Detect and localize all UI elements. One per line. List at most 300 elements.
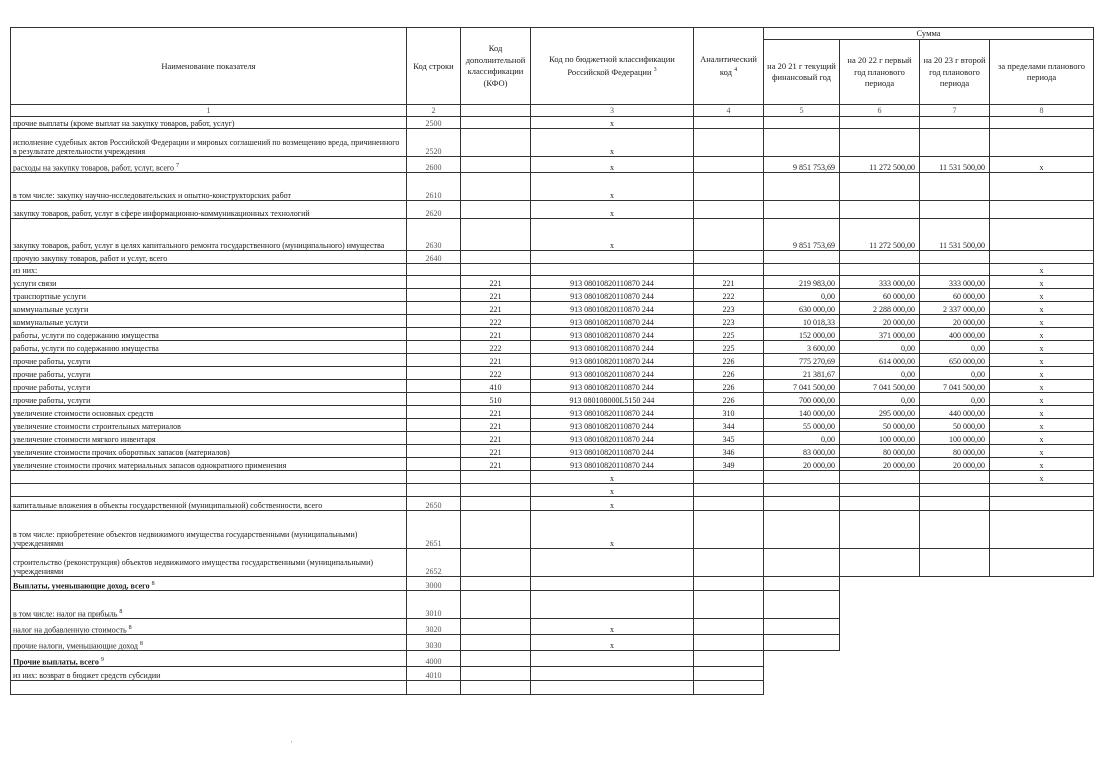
row-sum-current: 219 983,00 — [764, 276, 840, 289]
row-code — [407, 432, 461, 445]
row-sum-plan2: 0,00 — [920, 341, 990, 354]
row-kfo: 221 — [461, 432, 531, 445]
row-name-text: увеличение стоимости строительных материалов — [13, 422, 181, 432]
row-analytic-code — [694, 619, 764, 635]
row-analytic-code: 225 — [694, 341, 764, 354]
row-sum-beyond: x — [990, 276, 1094, 289]
table-row — [11, 458, 1094, 471]
row-kbk — [531, 251, 694, 264]
row-kbk: x — [531, 497, 694, 511]
header-kbk-note: 3 — [653, 66, 657, 73]
row-kfo — [461, 577, 531, 591]
row-name — [11, 432, 407, 445]
row-kfo: 221 — [461, 354, 531, 367]
footnote-mark: 8 — [119, 608, 123, 615]
row-sum-current: 700 000,00 — [764, 393, 840, 406]
table-row — [11, 289, 1094, 302]
row-kbk: 913 08010820110870 244 — [531, 432, 694, 445]
row-sum-plan2 — [920, 129, 990, 157]
row-kbk — [531, 591, 694, 619]
row-sum-beyond — [990, 201, 1094, 219]
row-kfo: 221 — [461, 302, 531, 315]
row-sum-current — [764, 549, 840, 577]
row-sum-plan1: 11 272 500,00 — [840, 157, 920, 173]
row-analytic-code: 226 — [694, 367, 764, 380]
row-code — [407, 445, 461, 458]
row-name — [11, 328, 407, 341]
row-sum-plan2 — [920, 549, 990, 577]
row-name — [11, 117, 407, 129]
row-code: 4000 — [407, 651, 461, 667]
row-code: 4010 — [407, 667, 461, 681]
row-kfo — [461, 549, 531, 577]
row-name-text: прочие налоги, уменьшающие доход — [13, 641, 138, 651]
row-sum-beyond — [990, 219, 1094, 251]
row-kbk: x — [531, 201, 694, 219]
row-kbk — [531, 651, 694, 667]
row-name — [11, 549, 407, 577]
row-analytic-code: 345 — [694, 432, 764, 445]
row-sum-plan1 — [840, 497, 920, 511]
row-code: 3030 — [407, 635, 461, 651]
row-analytic-code — [694, 667, 764, 681]
row-analytic-code: 226 — [694, 380, 764, 393]
row-sum-beyond — [990, 549, 1094, 577]
table-row — [11, 651, 1094, 667]
row-kbk: x — [531, 471, 694, 484]
table-row — [11, 219, 1094, 251]
row-name — [11, 289, 407, 302]
row-kbk: 913 08010820110870 244 — [531, 354, 694, 367]
row-name-text: закупку товаров, работ, услуг в сфере информационно-коммуникационных технологий — [13, 209, 310, 219]
row-analytic-code: 226 — [694, 393, 764, 406]
row-sum-plan2: 400 000,00 — [920, 328, 990, 341]
row-code: 2600 — [407, 157, 461, 173]
row-kfo: 221 — [461, 419, 531, 432]
row-kbk: 913 08010820110870 244 — [531, 367, 694, 380]
table-row — [11, 471, 1094, 484]
row-kfo: 410 — [461, 380, 531, 393]
header-analytic-text: Аналитический код — [700, 54, 757, 77]
colnum: 8 — [990, 105, 1094, 117]
row-sum-plan2: 333 000,00 — [920, 276, 990, 289]
row-sum-current: 7 041 500,00 — [764, 380, 840, 393]
row-code — [407, 367, 461, 380]
row-kbk — [531, 577, 694, 591]
row-sum-beyond — [990, 484, 1094, 497]
table-row — [11, 393, 1094, 406]
row-analytic-code — [694, 219, 764, 251]
table-row — [11, 315, 1094, 328]
row-sum-plan1: 333 000,00 — [840, 276, 920, 289]
header-code: Код строки — [407, 28, 461, 105]
row-sum-beyond: x — [990, 432, 1094, 445]
row-name — [11, 458, 407, 471]
header-kbk — [531, 28, 694, 105]
row-code — [407, 380, 461, 393]
table-row — [11, 341, 1094, 354]
table-row — [11, 302, 1094, 315]
row-sum-current: 21 381,67 — [764, 367, 840, 380]
table-row — [11, 445, 1094, 458]
row-kbk: 913 08010820110870 244 — [531, 419, 694, 432]
row-kbk — [531, 667, 694, 681]
row-name — [11, 315, 407, 328]
row-sum-plan2: 80 000,00 — [920, 445, 990, 458]
row-sum-plan1: 0,00 — [840, 341, 920, 354]
colnum: 7 — [920, 105, 990, 117]
row-sum-beyond: x — [990, 393, 1094, 406]
header-kfo: Код дополнительной классификации (КФО) — [461, 28, 531, 105]
footnote-mark: 9 — [100, 656, 104, 663]
row-sum-current — [764, 129, 840, 157]
row-kbk: x — [531, 635, 694, 651]
row-sum-current: 630 000,00 — [764, 302, 840, 315]
row-sum-plan1: 100 000,00 — [840, 432, 920, 445]
row-code — [407, 458, 461, 471]
row-sum-beyond: x — [990, 341, 1094, 354]
financial-plan-table — [10, 27, 1094, 695]
row-code — [407, 328, 461, 341]
row-kfo — [461, 173, 531, 201]
header-kbk-text: Код по бюджетной классификации Российской Федерации — [549, 54, 675, 77]
row-kbk: x — [531, 173, 694, 201]
row-sum-current: 0,00 — [764, 289, 840, 302]
row-sum-current: 55 000,00 — [764, 419, 840, 432]
row-sum-plan1 — [840, 201, 920, 219]
row-kbk: x — [531, 157, 694, 173]
header-sum: Сумма — [764, 28, 1094, 40]
row-name — [11, 380, 407, 393]
row-sum-plan1 — [840, 264, 920, 276]
row-analytic-code: 346 — [694, 445, 764, 458]
row-name-text: увеличение стоимости прочих материальных запасов однократного применения — [13, 461, 287, 471]
row-kfo — [461, 157, 531, 173]
row-analytic-code — [694, 251, 764, 264]
row-name — [11, 201, 407, 219]
row-analytic-code — [694, 264, 764, 276]
table-row — [11, 276, 1094, 289]
row-analytic-code — [694, 681, 764, 695]
row-name — [11, 511, 407, 549]
row-sum-current: 775 270,69 — [764, 354, 840, 367]
row-sum-plan1: 295 000,00 — [840, 406, 920, 419]
row-sum-beyond: x — [990, 354, 1094, 367]
row-kfo — [461, 201, 531, 219]
row-name — [11, 157, 407, 173]
row-sum-current: 83 000,00 — [764, 445, 840, 458]
row-kbk: 913 08010820110870 244 — [531, 289, 694, 302]
row-sum-beyond — [990, 117, 1094, 129]
row-sum-plan1: 50 000,00 — [840, 419, 920, 432]
row-name — [11, 173, 407, 201]
row-kfo: 222 — [461, 367, 531, 380]
row-kfo — [461, 219, 531, 251]
row-sum-current — [764, 577, 840, 591]
row-analytic-code: 344 — [694, 419, 764, 432]
row-sum-plan1: 11 272 500,00 — [840, 219, 920, 251]
row-kbk: 913 08010820110870 244 — [531, 276, 694, 289]
row-code: 2652 — [407, 549, 461, 577]
row-kfo — [461, 471, 531, 484]
row-kfo: 222 — [461, 341, 531, 354]
row-sum-plan1: 0,00 — [840, 367, 920, 380]
row-kbk: 913 08010820110870 244 — [531, 445, 694, 458]
row-sum-plan2: 20 000,00 — [920, 458, 990, 471]
table-row — [11, 129, 1094, 157]
row-sum-beyond: x — [990, 302, 1094, 315]
header-analytic — [694, 28, 764, 105]
blank-area — [840, 635, 1094, 651]
row-code — [407, 341, 461, 354]
row-kfo — [461, 635, 531, 651]
row-name — [11, 667, 407, 681]
row-sum-current: 3 600,00 — [764, 341, 840, 354]
row-analytic-code — [694, 484, 764, 497]
row-name-text: работы, услуги по содержанию имущества — [13, 331, 159, 341]
table-row — [11, 681, 1094, 695]
row-analytic-code: 223 — [694, 315, 764, 328]
blank-area — [840, 591, 1094, 619]
table-row — [11, 577, 1094, 591]
row-sum-plan2 — [920, 201, 990, 219]
row-code: 3000 — [407, 577, 461, 591]
row-name-text: прочие работы, услуги — [13, 396, 91, 406]
row-sum-current: 140 000,00 — [764, 406, 840, 419]
table-row — [11, 367, 1094, 380]
row-sum-current — [764, 264, 840, 276]
row-name-text: коммунальные услуги — [13, 305, 89, 315]
row-name-text: транспортные услуги — [13, 292, 86, 302]
row-analytic-code — [694, 577, 764, 591]
row-sum-plan2: 0,00 — [920, 367, 990, 380]
row-name — [11, 484, 407, 497]
row-code — [407, 484, 461, 497]
row-kbk: 913 08010820110870 244 — [531, 315, 694, 328]
row-kfo — [461, 511, 531, 549]
row-kfo: 510 — [461, 393, 531, 406]
row-kfo: 221 — [461, 458, 531, 471]
row-sum-beyond: x — [990, 367, 1094, 380]
row-sum-beyond: x — [990, 315, 1094, 328]
row-sum-current — [764, 117, 840, 129]
colnum: 4 — [694, 105, 764, 117]
table-row — [11, 432, 1094, 445]
row-kbk: 913 08010820110870 244 — [531, 458, 694, 471]
row-name — [11, 419, 407, 432]
row-name — [11, 393, 407, 406]
row-name-text: Выплаты, уменьшающие доход, всего — [13, 581, 150, 591]
row-sum-plan2 — [920, 484, 990, 497]
row-code — [407, 406, 461, 419]
row-analytic-code — [694, 129, 764, 157]
row-name-text: прочие работы, услуги — [13, 370, 91, 380]
row-sum-beyond: x — [990, 380, 1094, 393]
row-sum-plan1 — [840, 117, 920, 129]
row-name — [11, 406, 407, 419]
row-sum-plan2: 11 531 500,00 — [920, 157, 990, 173]
colnum: 3 — [531, 105, 694, 117]
row-analytic-code — [694, 591, 764, 619]
row-name — [11, 264, 407, 276]
table-row — [11, 328, 1094, 341]
row-sum-plan1 — [840, 173, 920, 201]
row-name-text: в том числе: приобретение объектов недвижимого имущества государственными (муниципальными) учреждениями — [13, 530, 358, 549]
row-kfo: 221 — [461, 328, 531, 341]
header-analytic-note: 4 — [734, 66, 738, 73]
row-name-text: увеличение стоимости мягкого инвентаря — [13, 435, 156, 445]
row-sum-plan2: 7 041 500,00 — [920, 380, 990, 393]
row-sum-plan1: 7 041 500,00 — [840, 380, 920, 393]
row-kfo — [461, 651, 531, 667]
row-name-text: коммунальные услуги — [13, 318, 89, 328]
row-code: 2520 — [407, 129, 461, 157]
row-sum-current — [764, 619, 840, 635]
row-sum-beyond — [990, 497, 1094, 511]
row-sum-plan1 — [840, 471, 920, 484]
row-sum-current: 9 851 753,69 — [764, 157, 840, 173]
row-name — [11, 619, 407, 635]
row-sum-plan1 — [840, 484, 920, 497]
row-kfo — [461, 484, 531, 497]
row-name-text: из них: возврат в бюджет средств субсидии — [13, 671, 161, 681]
table-row — [11, 667, 1094, 681]
table-row — [11, 619, 1094, 635]
row-sum-beyond: x — [990, 471, 1094, 484]
page-mark: ' — [291, 740, 293, 748]
row-analytic-code: 310 — [694, 406, 764, 419]
row-analytic-code: 222 — [694, 289, 764, 302]
row-code: 2630 — [407, 219, 461, 251]
row-sum-current: 0,00 — [764, 432, 840, 445]
row-kbk — [531, 681, 694, 695]
row-name-text: Прочие выплаты, всего — [13, 657, 99, 667]
row-sum-beyond: x — [990, 406, 1094, 419]
column-numbers-row — [11, 105, 1094, 117]
row-kfo: 221 — [461, 445, 531, 458]
row-code — [407, 419, 461, 432]
row-kbk: x — [531, 219, 694, 251]
colnum: 5 — [764, 105, 840, 117]
row-analytic-code: 221 — [694, 276, 764, 289]
row-sum-beyond: x — [990, 445, 1094, 458]
row-sum-plan1 — [840, 511, 920, 549]
row-kbk: 913 080108000L5150 244 — [531, 393, 694, 406]
row-name — [11, 577, 407, 591]
row-sum-plan2: 50 000,00 — [920, 419, 990, 432]
row-sum-plan2: 440 000,00 — [920, 406, 990, 419]
row-sum-current — [764, 497, 840, 511]
table-row — [11, 484, 1094, 497]
row-code: 2500 — [407, 117, 461, 129]
row-analytic-code: 349 — [694, 458, 764, 471]
table-row — [11, 157, 1094, 173]
row-name-text: капитальные вложения в объекты государственной (муниципальной) собственности, всего — [13, 501, 323, 511]
row-name — [11, 251, 407, 264]
table-row — [11, 591, 1094, 619]
row-sum-plan1: 80 000,00 — [840, 445, 920, 458]
row-sum-beyond — [990, 251, 1094, 264]
row-sum-plan1: 371 000,00 — [840, 328, 920, 341]
header-name: Наименование показателя — [11, 28, 407, 105]
footnote-mark: 8 — [151, 580, 155, 587]
row-name — [11, 354, 407, 367]
row-code — [407, 276, 461, 289]
row-name — [11, 302, 407, 315]
row-sum-current — [764, 471, 840, 484]
row-kbk: x — [531, 511, 694, 549]
table-row — [11, 419, 1094, 432]
row-kfo — [461, 117, 531, 129]
row-name-text: в том числе: закупку научно-исследовательских и опытно-конструкторских работ — [13, 191, 292, 201]
row-name — [11, 129, 407, 157]
colnum — [461, 105, 531, 117]
row-name-text: прочие работы, услуги — [13, 383, 91, 393]
row-sum-plan2 — [920, 117, 990, 129]
row-name — [11, 497, 407, 511]
row-sum-plan1: 0,00 — [840, 393, 920, 406]
row-code — [407, 393, 461, 406]
row-kbk: x — [531, 619, 694, 635]
row-code — [407, 264, 461, 276]
row-kfo: 221 — [461, 276, 531, 289]
row-sum-beyond — [990, 511, 1094, 549]
row-name — [11, 445, 407, 458]
row-kfo — [461, 497, 531, 511]
row-kbk: x — [531, 129, 694, 157]
row-sum-beyond: x — [990, 289, 1094, 302]
row-sum-plan2: 11 531 500,00 — [920, 219, 990, 251]
row-sum-plan2 — [920, 251, 990, 264]
table-row — [11, 497, 1094, 511]
table-row — [11, 251, 1094, 264]
colnum: 6 — [840, 105, 920, 117]
row-kfo — [461, 619, 531, 635]
row-name-text: работы, услуги по содержанию имущества — [13, 344, 159, 354]
row-kbk: 913 08010820110870 244 — [531, 406, 694, 419]
row-code: 3010 — [407, 591, 461, 619]
row-code: 3020 — [407, 619, 461, 635]
row-kbk — [531, 264, 694, 276]
table-row — [11, 635, 1094, 651]
row-code — [407, 681, 461, 695]
row-analytic-code — [694, 157, 764, 173]
row-sum-plan1 — [840, 129, 920, 157]
row-sum-current: 152 000,00 — [764, 328, 840, 341]
row-code — [407, 315, 461, 328]
row-code: 2651 — [407, 511, 461, 549]
row-sum-plan2 — [920, 511, 990, 549]
blank-area — [764, 667, 1094, 681]
row-name — [11, 276, 407, 289]
row-kbk — [531, 549, 694, 577]
table-row — [11, 264, 1094, 276]
row-name — [11, 651, 407, 667]
row-analytic-code: 226 — [694, 354, 764, 367]
row-code: 2650 — [407, 497, 461, 511]
row-sum-plan2: 60 000,00 — [920, 289, 990, 302]
row-sum-plan2: 20 000,00 — [920, 315, 990, 328]
row-kfo — [461, 264, 531, 276]
table-row — [11, 406, 1094, 419]
row-kfo — [461, 251, 531, 264]
row-sum-current: 10 018,33 — [764, 315, 840, 328]
row-name — [11, 635, 407, 651]
row-sum-plan1: 20 000,00 — [840, 458, 920, 471]
row-code: 2620 — [407, 201, 461, 219]
row-kbk: 913 08010820110870 244 — [531, 380, 694, 393]
row-kfo — [461, 129, 531, 157]
